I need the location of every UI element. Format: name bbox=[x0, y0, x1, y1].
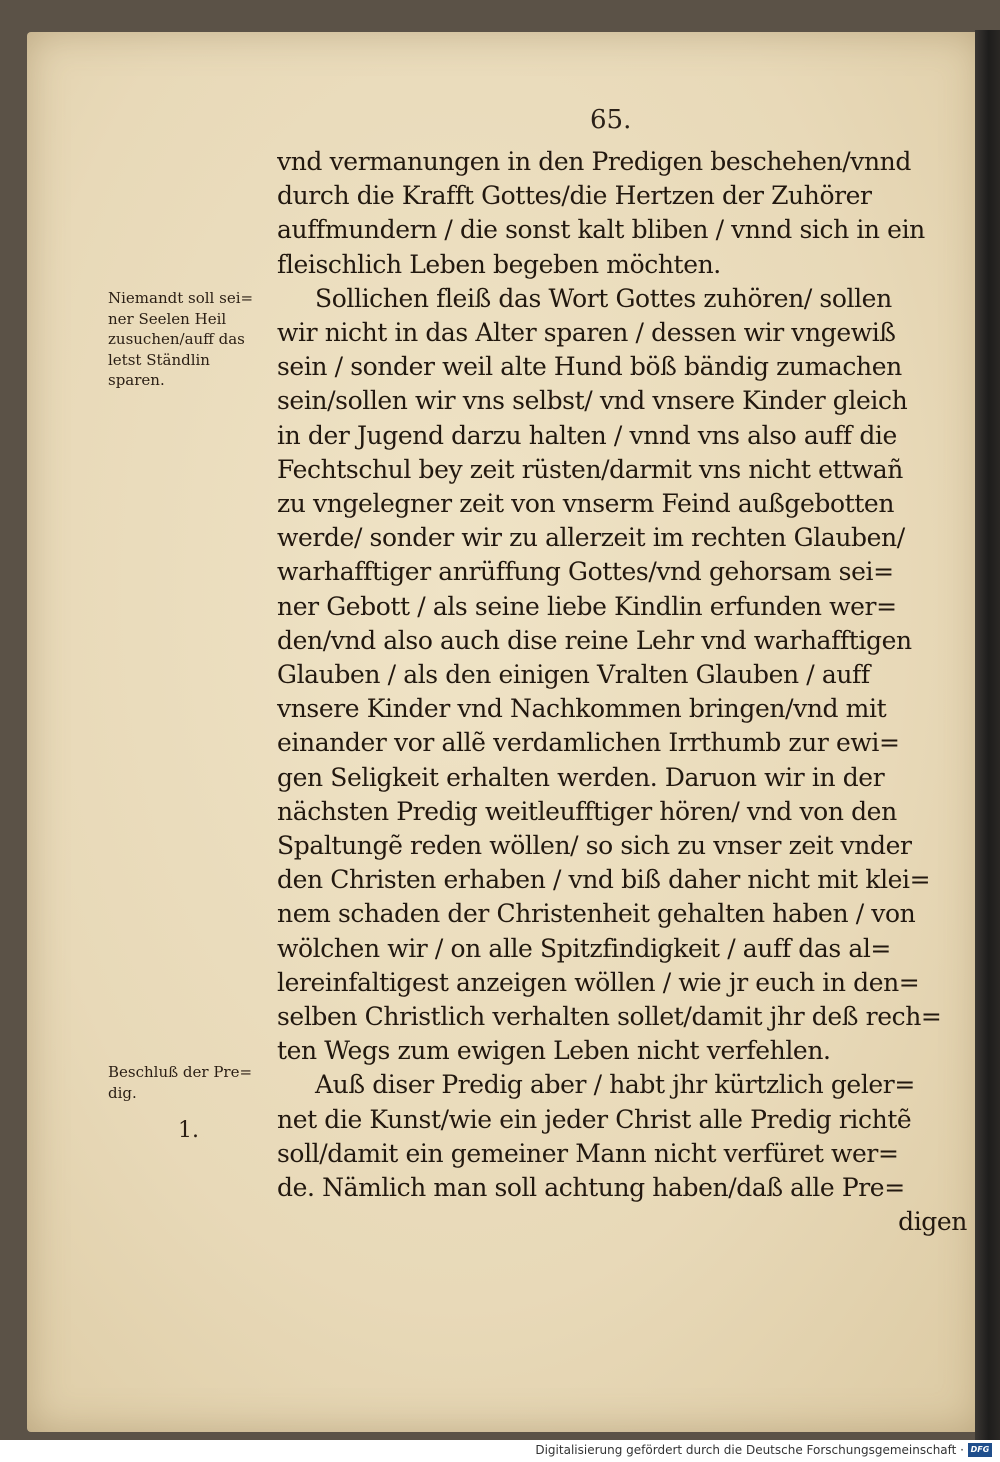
text-line: soll/damit ein gemeiner Mann nicht verfüret wer= bbox=[277, 1138, 899, 1168]
text-line: ner Gebott / als seine liebe Kindlin erfunden wer= bbox=[277, 591, 897, 621]
text-line: den/vnd also auch dise reine Lehr vnd warhafftigen bbox=[277, 625, 912, 655]
text-line: lereinfaltigest anzeigen wöllen / wie jr euch in den= bbox=[277, 967, 920, 997]
text-line: wölchen wir / on alle Spitzfindigkeit / auff das al= bbox=[277, 933, 891, 963]
margin-note-line: zusuchen/auff das bbox=[108, 330, 245, 348]
footer-credit: Digitalisierung gefördert durch die Deutsche Forschungsgemeinschaft · bbox=[535, 1443, 964, 1457]
text-line: Auß diser Predig aber / habt jhr kürtzlich geler= bbox=[315, 1070, 915, 1100]
margin-note-line: dig. bbox=[108, 1083, 137, 1102]
text-line: durch die Krafft Gottes/die Hertzen der Zuhörer bbox=[277, 181, 872, 211]
text-line: warhafftiger anrüffung Gottes/vnd gehorsam sei= bbox=[277, 557, 894, 587]
margin-note-line: ner Seelen Heil bbox=[108, 309, 227, 328]
text-line: nächsten Predig weitleufftiger hören/ vnd von den bbox=[277, 796, 897, 826]
text-line: net die Kunst/wie ein jeder Christ alle Predig richtẽ bbox=[277, 1104, 912, 1134]
text-line: de. Nämlich man soll achtung haben/daß alle Pre= bbox=[277, 1173, 905, 1203]
book-spine bbox=[975, 30, 1000, 1440]
text-line: Glauben / als den einigen Vralten Glauben / auff bbox=[277, 660, 870, 690]
text-line: gen Seligkeit erhalten werden. Daruon wir in der bbox=[277, 762, 885, 792]
text-line: vnd vermanungen in den Predigen beschehen/vnnd bbox=[277, 147, 911, 176]
text-line: vnsere Kinder vnd Nachkommen bringen/vnd mit bbox=[277, 694, 887, 724]
margin-note-niemandt bbox=[108, 288, 283, 391]
margin-note-line: Niemandt soll sei= bbox=[108, 289, 254, 307]
text-line: digen bbox=[898, 1207, 967, 1237]
text-line: fleischlich Leben begeben möchten. bbox=[277, 249, 721, 279]
text-line: nem schaden der Christenheit gehalten haben / von bbox=[277, 899, 916, 929]
text-line: sein / sonder weil alte Hund böß bändig zumachen bbox=[277, 352, 902, 382]
text-line: sein/sollen wir vns selbst/ vnd vnsere Kinder gleich bbox=[277, 386, 908, 416]
text-line: den Christen erhaben / vnd biß daher nicht mit klei= bbox=[277, 865, 931, 895]
margin-note-line: letst Ständlin bbox=[108, 350, 210, 369]
text-line: selben Christlich verhalten sollet/damit jhr deß rech= bbox=[277, 1002, 942, 1032]
dfg-logo-icon: DFG bbox=[968, 1443, 992, 1457]
text-line: wir nicht in das Alter sparen / dessen wir vngewiß bbox=[277, 318, 896, 348]
page-number: 65. bbox=[590, 105, 632, 135]
margin-note-line: Beschluß der Pre= bbox=[108, 1063, 253, 1081]
text-line: Fechtschul bey zeit rüsten/darmit vns nicht ettwañ bbox=[277, 454, 904, 484]
text-line: einander vor allẽ verdamlichen Irrthumb zur ewi= bbox=[277, 728, 900, 758]
text-line: auffmundern / die sonst kalt bliben / vnnd sich in ein bbox=[277, 215, 925, 245]
text-line: zu vngelegner zeit von vnserm Feind außgebotten bbox=[277, 489, 895, 519]
text-line: werde/ sonder wir zu allerzeit im rechten Glauben/ bbox=[277, 523, 905, 553]
text-line: ten Wegs zum ewigen Leben nicht verfehlen. bbox=[277, 1036, 831, 1066]
main-text-block bbox=[277, 145, 967, 1240]
text-line: Sollichen fleiß das Wort Gottes zuhören/ sollen bbox=[315, 283, 892, 313]
margin-note-beschluss bbox=[108, 1062, 283, 1103]
text-line: Spaltungẽ reden wöllen/ so sich zu vnser zeit vnder bbox=[277, 831, 912, 861]
text-line: in der Jugend darzu halten / vnnd vns also auff die bbox=[277, 420, 897, 450]
margin-numeral: 1. bbox=[178, 1118, 199, 1143]
margin-note-line: sparen. bbox=[108, 371, 165, 389]
